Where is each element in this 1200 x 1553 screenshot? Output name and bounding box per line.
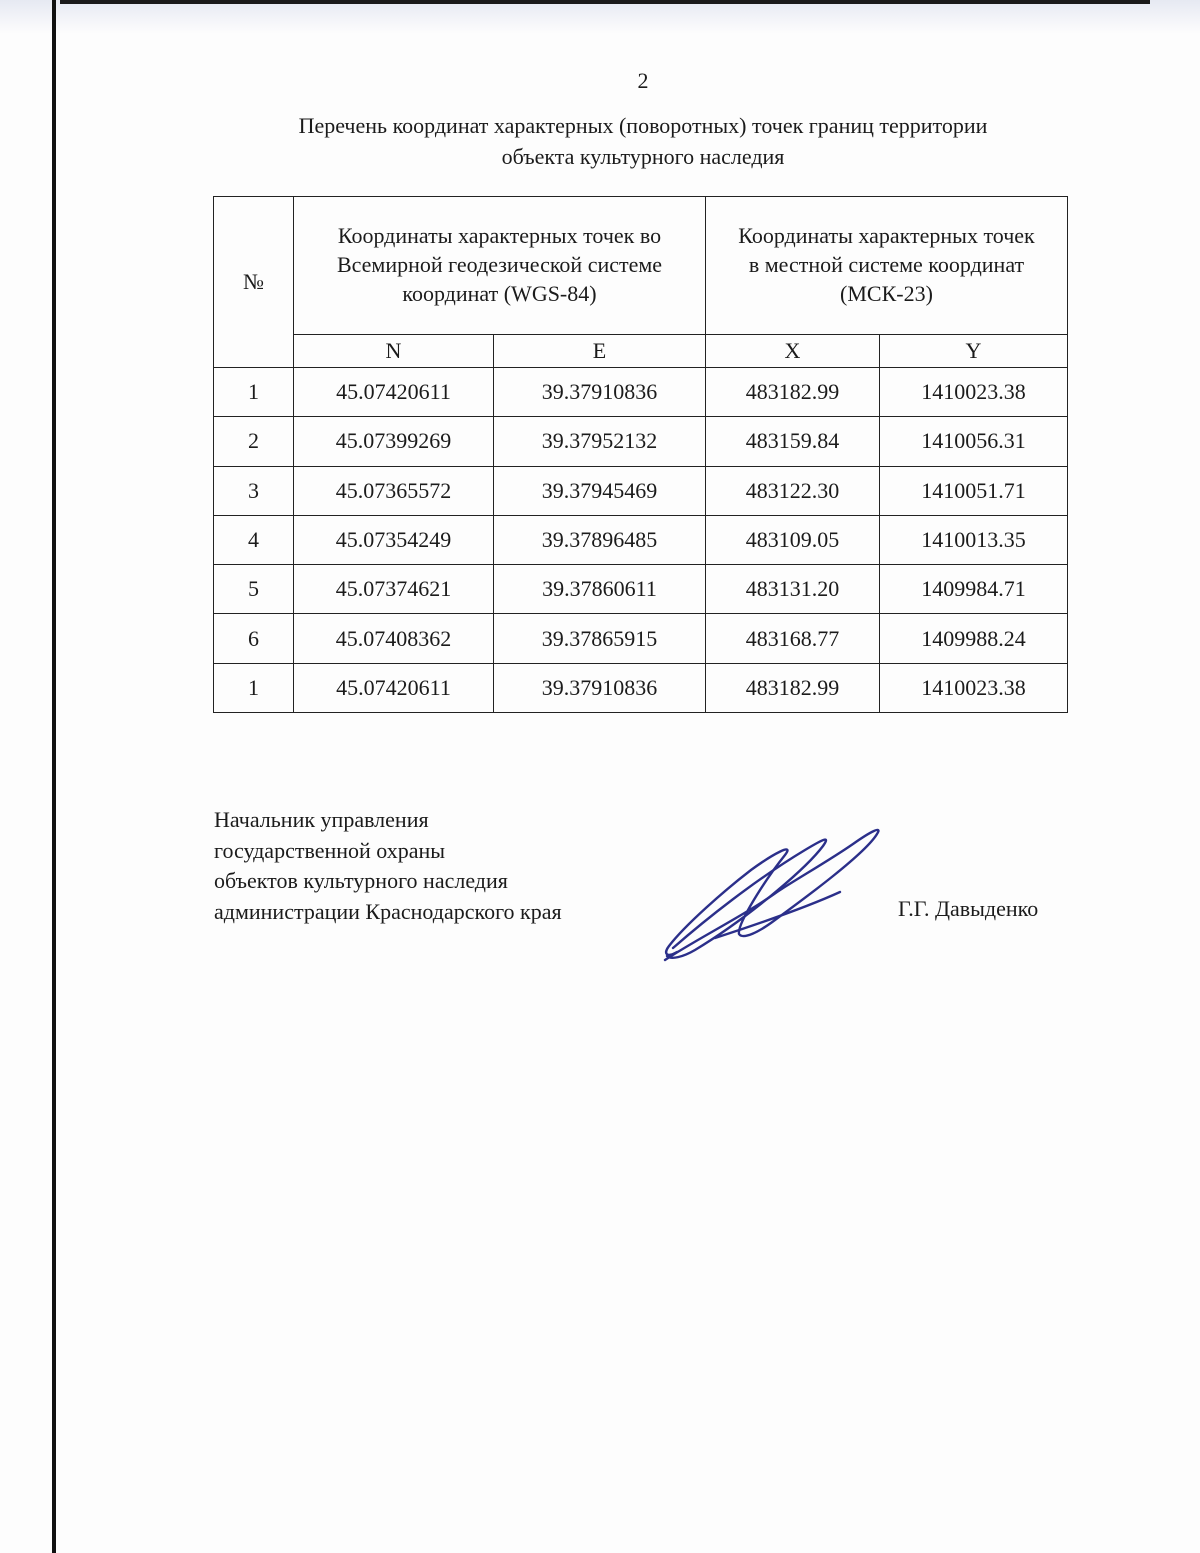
table-body xyxy=(214,368,1068,713)
handwritten-signature xyxy=(655,820,890,965)
point-number-cell: 6 xyxy=(214,614,294,663)
column-header-x: X xyxy=(706,335,880,368)
latitude-n-cell: 45.07420611 xyxy=(294,663,494,712)
latitude-n-cell: 45.07365572 xyxy=(294,466,494,515)
coord-y-cell: 1410023.38 xyxy=(880,368,1068,417)
header-line: Координаты характерных точек во xyxy=(337,222,662,248)
longitude-e-cell: 39.37910836 xyxy=(494,663,706,712)
latitude-n-cell: 45.07408362 xyxy=(294,614,494,663)
header-line: Координаты характерных точек xyxy=(738,222,1035,248)
header-line: Всемирной геодезической системе xyxy=(336,251,663,277)
coord-y-cell: 1409984.71 xyxy=(880,565,1068,614)
coordinates-table xyxy=(213,196,1068,713)
column-header-n: N xyxy=(294,335,494,368)
header-line: в местной системе координат xyxy=(748,251,1025,277)
coord-y-cell: 1410013.35 xyxy=(880,515,1068,564)
longitude-e-cell: 39.37910836 xyxy=(494,368,706,417)
signer-name: Г.Г. Давыденко xyxy=(898,896,1039,921)
page-number: 2 xyxy=(637,68,649,93)
point-number-cell: 5 xyxy=(214,565,294,614)
document-title-line: объекта культурного наследия xyxy=(501,144,785,169)
table-row xyxy=(214,515,1068,564)
coord-y-cell: 1410056.31 xyxy=(880,417,1068,466)
point-number-cell: 4 xyxy=(214,515,294,564)
latitude-n-cell: 45.07374621 xyxy=(294,565,494,614)
coord-x-cell: 483182.99 xyxy=(706,663,880,712)
point-number-cell: 1 xyxy=(214,368,294,417)
coord-x-cell: 483131.20 xyxy=(706,565,880,614)
point-number-cell: 3 xyxy=(214,466,294,515)
msk23-group-header xyxy=(706,197,1068,335)
coord-x-cell: 483159.84 xyxy=(706,417,880,466)
table-subheader-row xyxy=(214,335,1068,368)
latitude-n-cell: 45.07354249 xyxy=(294,515,494,564)
coord-x-cell: 483182.99 xyxy=(706,368,880,417)
coord-x-cell: 483168.77 xyxy=(706,614,880,663)
longitude-e-cell: 39.37945469 xyxy=(494,466,706,515)
scan-top-edge xyxy=(60,0,1150,4)
header-line: координат (WGS-84) xyxy=(402,280,597,306)
coord-y-cell: 1409988.24 xyxy=(880,614,1068,663)
point-number-cell: 2 xyxy=(214,417,294,466)
signer-line: Начальник управления xyxy=(214,807,429,832)
coord-y-cell: 1410023.38 xyxy=(880,663,1068,712)
signer-line: государственной охраны xyxy=(214,837,446,863)
longitude-e-cell: 39.37952132 xyxy=(494,417,706,466)
table-row xyxy=(214,663,1068,712)
header-line: (МСК-23) xyxy=(840,280,933,306)
table-row xyxy=(214,614,1068,663)
wgs84-group-header xyxy=(294,197,706,335)
scan-left-edge xyxy=(52,0,56,1553)
table-row xyxy=(214,417,1068,466)
coord-x-cell: 483109.05 xyxy=(706,515,880,564)
number-column-header: № xyxy=(214,197,294,368)
signer-line: администрации Краснодарского края xyxy=(214,898,562,924)
table-header-row xyxy=(214,197,1068,335)
coord-y-cell: 1410051.71 xyxy=(880,466,1068,515)
point-number-cell: 1 xyxy=(214,663,294,712)
longitude-e-cell: 39.37865915 xyxy=(494,614,706,663)
document-title-line: Перечень координат характерных (поворотных) точек границ территории xyxy=(298,113,988,138)
table-row xyxy=(214,368,1068,417)
scan-top-shading xyxy=(0,0,1200,34)
signer-position xyxy=(214,805,562,927)
table-row xyxy=(214,565,1068,614)
signer-line: объектов культурного наследия xyxy=(214,868,508,893)
longitude-e-cell: 39.37896485 xyxy=(494,515,706,564)
document-title xyxy=(214,110,1072,172)
column-header-e: E xyxy=(494,335,706,368)
latitude-n-cell: 45.07420611 xyxy=(294,368,494,417)
coord-x-cell: 483122.30 xyxy=(706,466,880,515)
latitude-n-cell: 45.07399269 xyxy=(294,417,494,466)
table-row xyxy=(214,466,1068,515)
column-header-y: Y xyxy=(880,335,1068,368)
longitude-e-cell: 39.37860611 xyxy=(494,565,706,614)
